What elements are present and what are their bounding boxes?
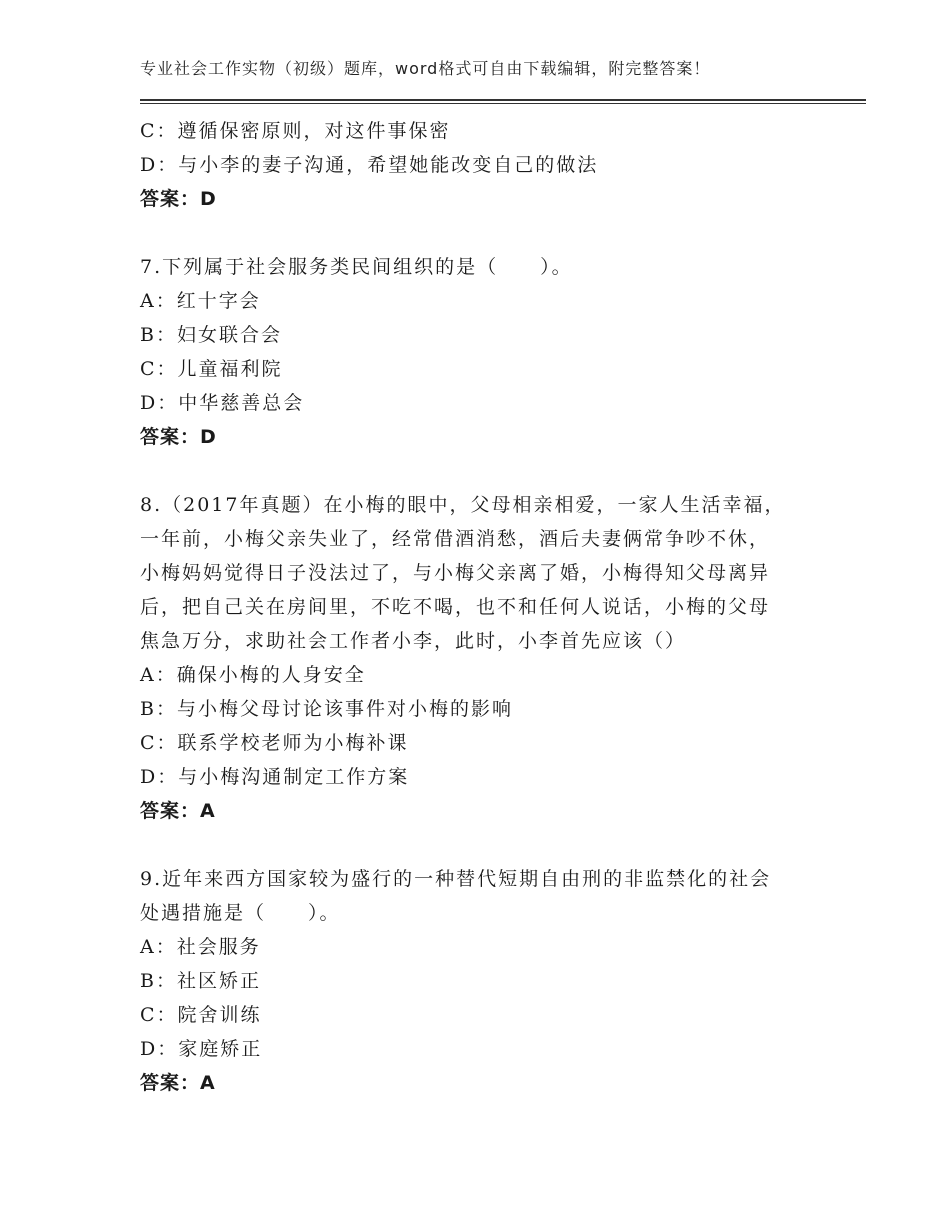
option-c: C：遵循保密原则，对这件事保密: [140, 120, 451, 142]
option-d: D：中华慈善总会: [140, 392, 305, 414]
spacer: [140, 828, 820, 862]
option-d: D：家庭矫正: [140, 1038, 263, 1060]
stem-line: 8.（2017年真题）在小梅的眼中，父母相亲相爱，一家人生活幸福，: [140, 494, 786, 516]
question-7: [140, 250, 820, 454]
question-9: [140, 862, 820, 1100]
question-list: [140, 114, 820, 1100]
spacer: [140, 216, 820, 250]
header-divider-thin: [140, 103, 866, 104]
stem-line: 小梅妈妈觉得日子没法过了，与小梅父亲离了婚，小梅得知父母离异: [140, 562, 771, 584]
page-header-title: 专业社会工作实物（初级）题库，word格式可自由下载编辑，附完整答案！: [140, 59, 711, 78]
stem-line: 后，把自己关在房间里，不吃不喝，也不和任何人说话，小梅的父母: [140, 596, 771, 618]
option-b: B：与小梅父母讨论该事件对小梅的影响: [140, 698, 513, 720]
option-c: C：儿童福利院: [140, 358, 283, 380]
option-d: D：与小李的妻子沟通，希望她能改变自己的做法: [140, 154, 599, 176]
question-stem: [140, 250, 820, 284]
option-c: C：院舍训练: [140, 1004, 262, 1026]
option-b: B：妇女联合会: [140, 324, 282, 346]
option-a: A：红十字会: [140, 290, 261, 312]
question-6-continued: [140, 114, 820, 216]
answer-line: 答案：D: [140, 188, 217, 210]
stem-line: 焦急万分，求助社会工作者小李，此时，小李首先应该（）: [140, 630, 687, 652]
stem-line: 9.近年来西方国家较为盛行的一种替代短期自由刑的非监禁化的社会: [140, 868, 772, 890]
header-divider-thick: [140, 99, 866, 101]
option-c: C：联系学校老师为小梅补课: [140, 732, 409, 754]
question-stem: [140, 862, 820, 930]
option-b: B：社区矫正: [140, 970, 261, 992]
stem-line: 一年前，小梅父亲失业了，经常借酒消愁，酒后夫妻俩常争吵不休，: [140, 528, 771, 550]
stem-line: 处遇措施是（ ）。: [140, 902, 341, 924]
stem-line: 7.下列属于社会服务类民间组织的是（ ）。: [140, 256, 573, 278]
spacer: [140, 454, 820, 488]
option-d: D：与小梅沟通制定工作方案: [140, 766, 410, 788]
answer-line: 答案：D: [140, 426, 217, 448]
answer-line: 答案：A: [140, 1072, 216, 1094]
option-a: A：社会服务: [140, 936, 261, 958]
answer-line: 答案：A: [140, 800, 216, 822]
question-stem: [140, 488, 820, 658]
question-8: [140, 488, 820, 828]
option-a: A：确保小梅的人身安全: [140, 664, 366, 686]
